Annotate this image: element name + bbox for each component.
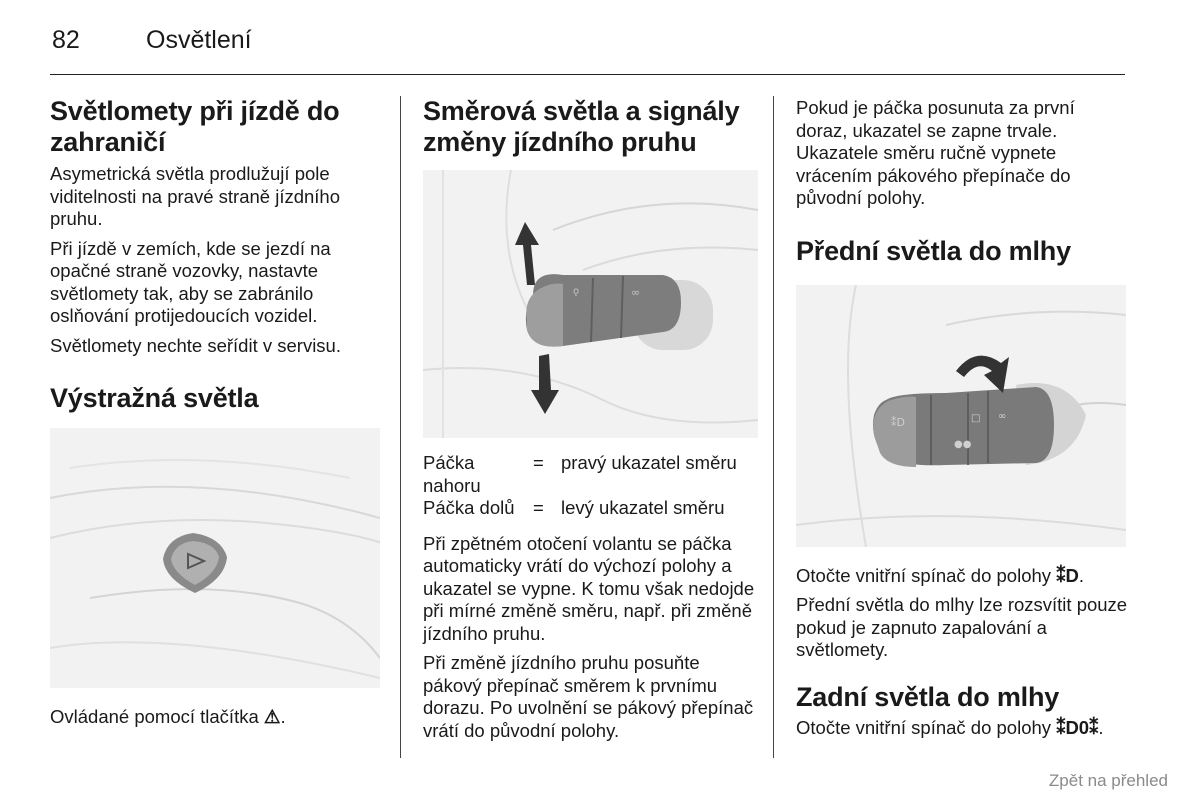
legend-row xyxy=(423,497,758,520)
punctuation: . xyxy=(280,706,286,727)
rear-fog-light-icon: ⁑D0⁑ xyxy=(1056,716,1099,738)
back-to-overview-link[interactable]: Zpět na přehled xyxy=(1048,771,1168,790)
punctuation: . xyxy=(1078,564,1084,586)
section-heading: Zadní světla do mlhy xyxy=(796,681,1060,712)
hazard-button-illustration xyxy=(50,428,380,688)
hazard-warning-icon: ⚠ xyxy=(263,706,281,727)
section-heading: Světlomety při jízdě do zahraničí xyxy=(50,96,340,157)
column-3 xyxy=(796,92,1131,739)
legend xyxy=(423,452,758,520)
front-fog-text: Otočte vnitřní spínač do polohy xyxy=(796,564,1052,586)
turn-signal-lever-figure xyxy=(423,170,758,438)
paragraph: Při změně jízdního pruhu posuňte pákový přepínač směrem k prvnímu dorazu. Po uvolnění se pákový přepínač vrátí do původní polohy. xyxy=(423,652,754,741)
paragraph xyxy=(796,717,1131,740)
svg-text:∞: ∞ xyxy=(998,410,1007,422)
fog-light-switch-figure xyxy=(796,285,1126,547)
page-number: 82 xyxy=(52,26,80,54)
paragraph: Pokud je páčka posunuta za první doraz, ukazatel se zapne trvale. Ukazatele směru ručně vypnete vrácením pákového přepínače do původní polohy. xyxy=(796,97,1075,208)
legend-definition: levý ukazatel směru xyxy=(561,497,725,518)
svg-text:ǫ: ǫ xyxy=(573,286,580,297)
column-divider xyxy=(773,96,774,758)
paragraph: Přední světla do mlhy lze rozsvítit pouze pokud je zapnuto zapalování a světlomety. xyxy=(796,594,1128,660)
svg-text:⁑D: ⁑D xyxy=(891,415,905,429)
column-1 xyxy=(50,92,390,729)
paragraph xyxy=(796,565,1131,588)
svg-text:●●: ●● xyxy=(954,438,972,450)
punctuation: . xyxy=(1098,716,1104,738)
legend-term: Páčka nahoru xyxy=(423,452,481,496)
hazard-button-figure xyxy=(50,428,380,688)
column-divider xyxy=(400,96,401,758)
legend-definition: pravý ukazatel směru xyxy=(561,452,737,473)
section-heading: Směrová světla a signály změny jízdního pruhu xyxy=(423,96,740,157)
paragraph: Při jízdě v zemích, kde se jezdí na opačné straně vozovky, nastavte světlomety tak, aby se zabránilo oslňování protijedoucích vozidel. xyxy=(50,237,331,326)
legend-row xyxy=(423,452,758,497)
turn-signal-lever-illustration xyxy=(423,170,758,438)
front-fog-light-icon: ⁑D xyxy=(1056,564,1079,586)
svg-text:∞: ∞ xyxy=(631,286,641,299)
svg-text:□: □ xyxy=(971,412,981,424)
paragraph: Asymetrická světla prodlužují pole viditelnosti na pravé straně jízdního pruhu. xyxy=(50,163,341,229)
hazard-text: Ovládané pomocí tlačítka xyxy=(50,706,259,727)
section-heading: Přední světla do mlhy xyxy=(796,235,1071,266)
chapter-title: Osvětlení xyxy=(146,26,252,54)
paragraph: Při zpětném otočení volantu se páčka automaticky vrátí do výchozí polohy a ukazatel se vypne. K tomu však nedojde při mírné změně směru, např. při změně jízdního pruhu. xyxy=(423,532,755,644)
column-2 xyxy=(423,92,758,742)
fog-light-switch-illustration xyxy=(796,285,1126,547)
legend-equals: = xyxy=(533,452,544,473)
legend-term: Páčka dolů xyxy=(423,497,515,518)
header-rule xyxy=(50,74,1125,75)
paragraph xyxy=(50,706,390,729)
legend-equals: = xyxy=(533,497,544,518)
section-heading: Výstražná světla xyxy=(50,383,259,413)
paragraph: Světlomety nechte seřídit v servisu. xyxy=(50,334,341,356)
rear-fog-text: Otočte vnitřní spínač do polohy xyxy=(796,716,1052,738)
